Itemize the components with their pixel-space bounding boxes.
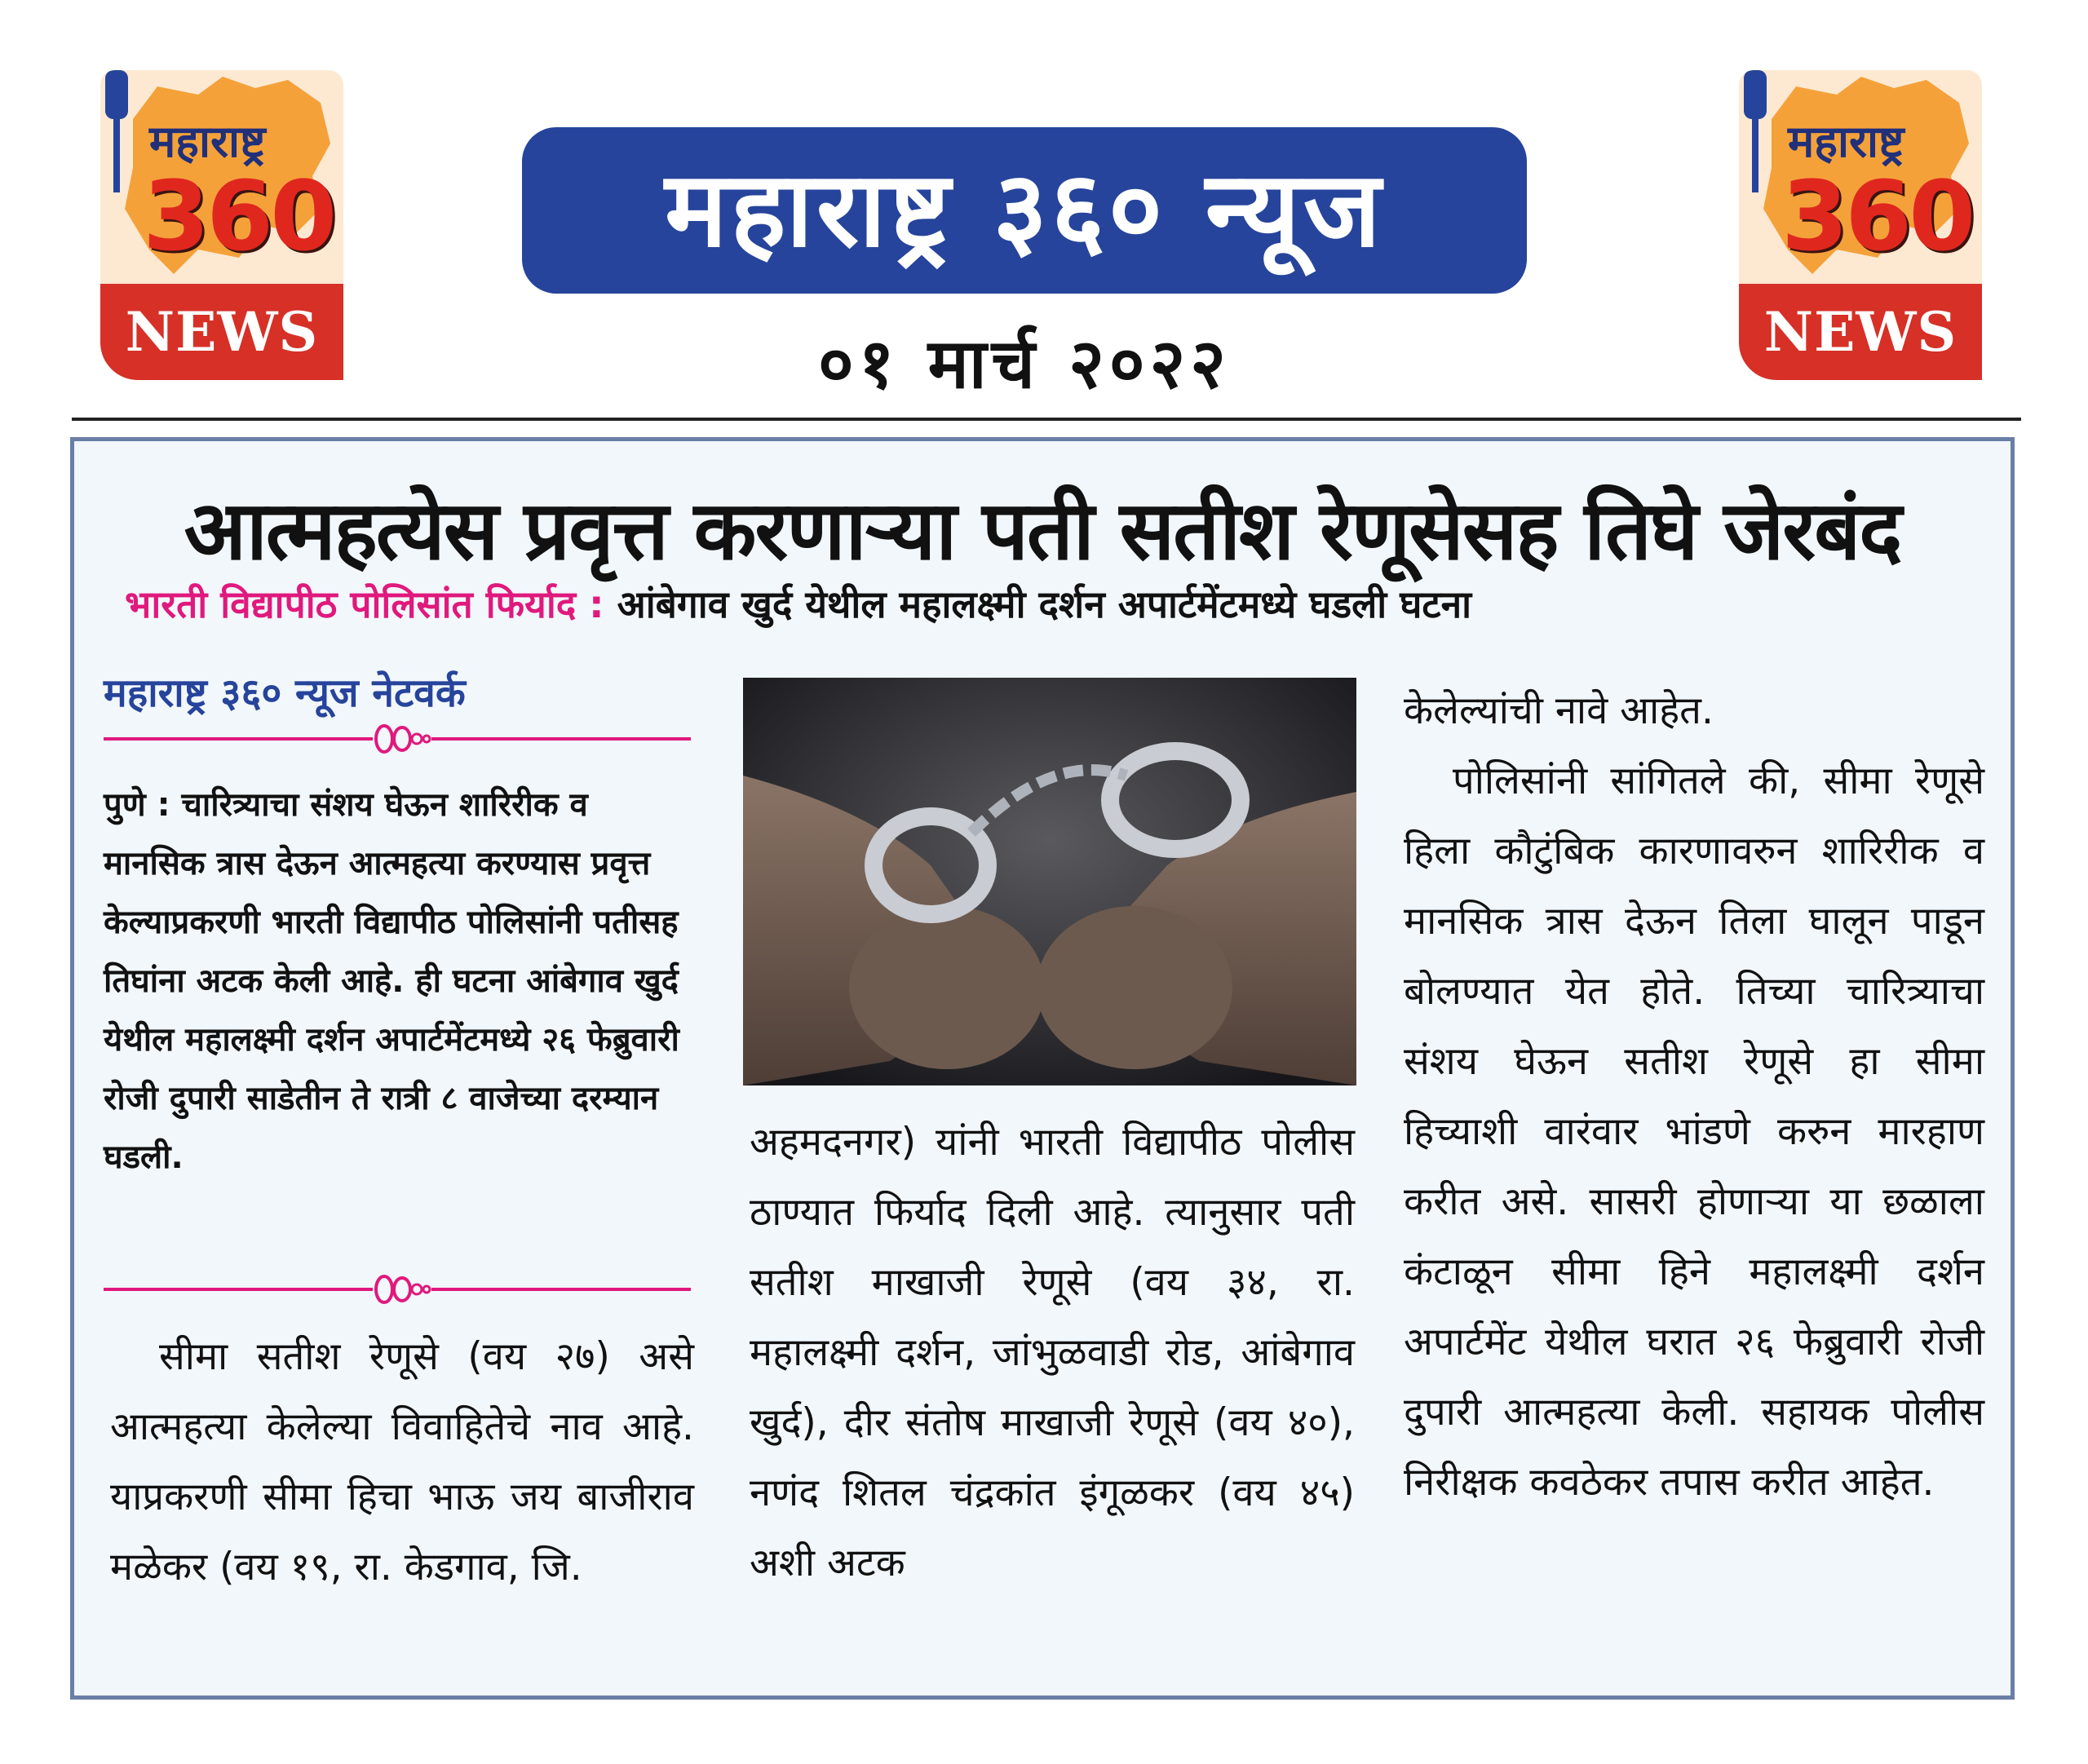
article-column-1 xyxy=(110,1322,694,1603)
article-column-2 xyxy=(750,1107,1355,1598)
column-3-text-a: केलेल्यांची नावे आहेत. xyxy=(1404,688,1714,733)
logo-brand-text: महाराष्ट्र xyxy=(1788,116,1904,167)
logo-news-band: NEWS xyxy=(100,284,343,380)
logo-brand-text: महाराष्ट्र xyxy=(149,116,266,167)
subhead-rest: आंबेगाव खुर्द येथील महालक्ष्मी दर्शन अपार्टमेंटमध्ये घडली घटना xyxy=(617,582,1472,626)
logo-number: 360 xyxy=(143,160,334,272)
microphone-icon xyxy=(1739,70,1772,192)
logo-right xyxy=(1739,70,1982,380)
newspaper-title: महाराष्ट्र ३६० न्यूज xyxy=(522,127,1527,294)
masthead-divider xyxy=(72,418,2021,421)
subhead-lead: भारती विद्यापीठ पोलिसांत फिर्याद : xyxy=(125,582,604,626)
logo-number: 360 xyxy=(1781,160,1973,272)
handcuffs-photo xyxy=(743,678,1356,1085)
ornament-divider-bottom xyxy=(104,1273,691,1306)
logo-news-band: NEWS xyxy=(1739,284,1982,380)
ornament-divider-top xyxy=(104,723,691,755)
publication-date: ०१ मार्च २०२२ xyxy=(818,324,1231,404)
column-2-text: अहमदनगर) यांनी भारती विद्यापीठ पोलीस ठाण्यात फिर्याद दिली आहे. त्यानुसार पती सतीश माखाजी रेणूसे (वय ३४, रा. महालक्ष्मी दर्शन, जांभुळवाडी रोड, आंबेगाव खुर्द), दीर संतोष माखाजी रेणूसे (वय ४०), नणंद शितल चंद्रकांत इंगूळकर (वय ४५) अशी अटक xyxy=(750,1120,1355,1585)
logo-left xyxy=(100,70,343,380)
article-lead-paragraph xyxy=(104,776,691,1187)
lead-text: पुणे : चारित्र्याचा संशय घेऊन शारिरीक व मानसिक त्रास देऊन आत्महत्या करण्यास प्रवृत्त केल्याप्रकरणी भारती विद्यापीठ पोलिसांनी पतीसह तिघांना अटक केली आहे. ही घटना आंबेगाव खुर्द येथील महालक्ष्मी दर्शन अपार्टमेंटमध्ये २६ फेब्रुवारी रोजी दुपारी साडेतीन ते रात्री ८ वाजेच्या दरम्यान घडली. xyxy=(104,786,679,1176)
article-frame xyxy=(70,437,2015,1700)
article-headline: आत्महत्येस प्रवृत्त करणाऱ्या पती सतीश रेणूसेसह तिघे जेरबंद xyxy=(184,483,1901,578)
column-3-text-b: पोलिसांनी सांगितले की, सीमा रेणूसे हिला कौटुंबिक कारणावरुन शारिरीक व मानसिक त्रास देऊन तिला घालून पाडून बोलण्यात येत होते. तिच्या चारित्र्याचा संशय घेऊन सतीश रेणूसे हा सीमा हिच्याशी वारंवार भांडणे करुन मारहाण करीत असे. सासरी होणाऱ्या या छळाला कंटाळून सीमा हिने महालक्ष्मी दर्शन अपार्टमेंट येथील घरात २६ फेब्रुवारी रोजी दुपारी आत्महत्या केली. सहायक पोलीस निरीक्षक कवठेकर तपास करीत आहेत. xyxy=(1404,758,1984,1505)
byline-network: महाराष्ट्र ३६० न्यूज नेटवर्क xyxy=(104,670,466,716)
column-1-text: सीमा सतीश रेणूसे (वय २७) असे आत्महत्या केलेल्या विवाहितेचे नाव आहे. याप्रकरणी सीमा हिचा भाऊ जय बाजीराव मळेकर (वय १९, रा. केडगाव, जि. xyxy=(110,1334,694,1589)
microphone-icon xyxy=(100,70,133,192)
article-column-3 xyxy=(1404,676,1984,1518)
article-subhead xyxy=(125,578,2001,629)
